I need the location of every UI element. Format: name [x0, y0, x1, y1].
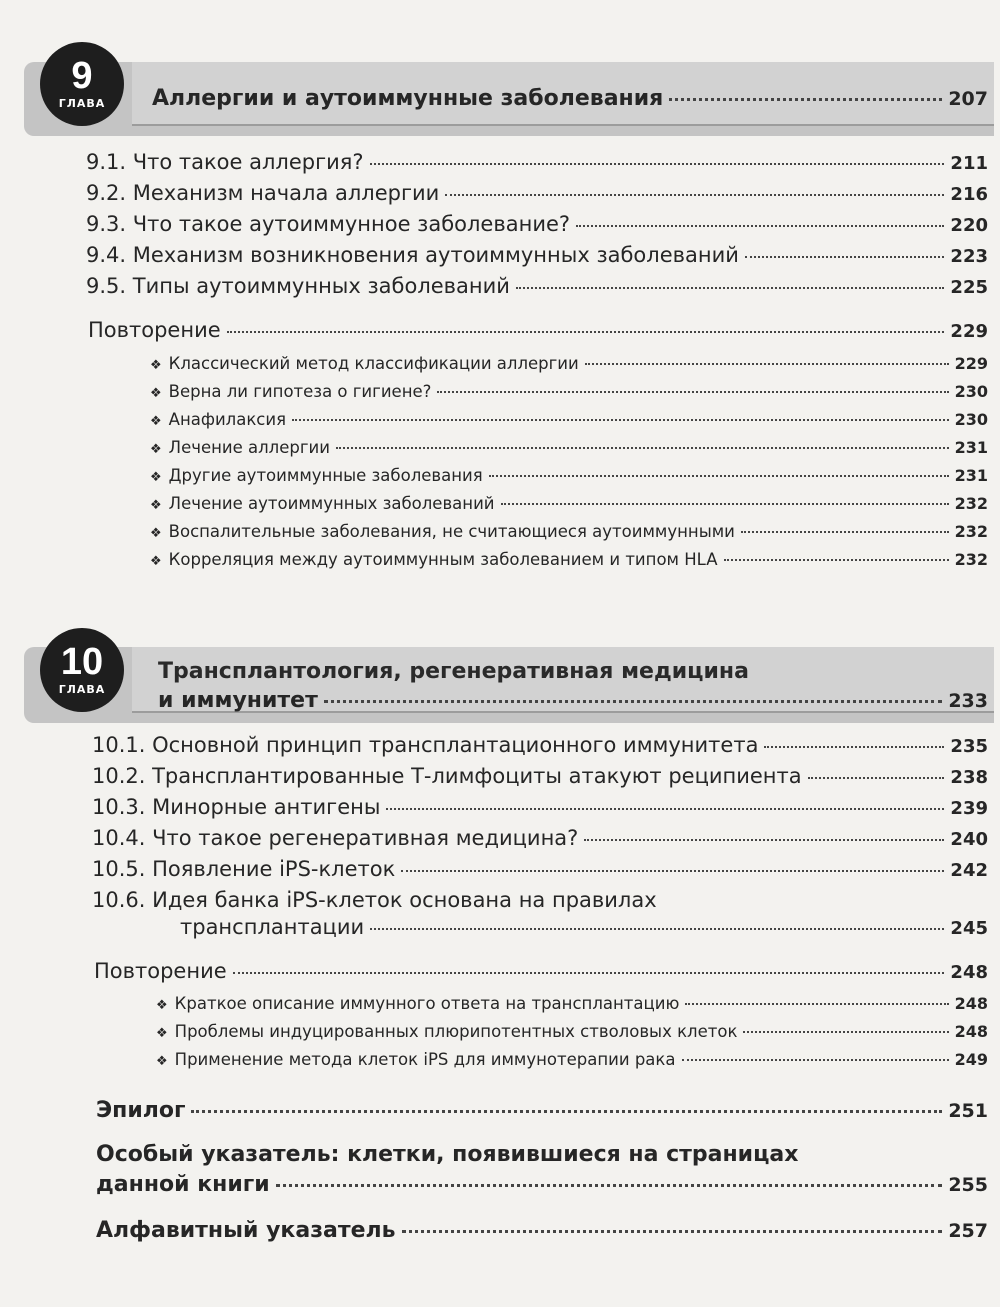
chapter-number: 9 [71, 55, 93, 97]
bullet-icon: ❖ [150, 442, 162, 457]
toc-entry[interactable]: 9.4. Механизм возникновения аутоиммунных заболеваний 223 [86, 243, 988, 267]
chapter-title: и иммунитет [158, 688, 318, 713]
toc-subentry[interactable]: ❖ Классический метод классификации аллергии 229 [150, 354, 988, 373]
toc-entry[interactable]: 9.1. Что такое аллергия? 211 [86, 150, 988, 174]
toc-subentry[interactable]: ❖ Проблемы индуцированных плюрипотентных стволовых клеток 248 [156, 1022, 988, 1041]
toc-subentry[interactable]: ❖ Верна ли гипотеза о гигиене? 230 [150, 382, 988, 401]
toc-entry[interactable]: 10.5. Появление iPS-клеток 242 [92, 857, 988, 881]
bullet-icon: ❖ [156, 1026, 168, 1041]
toc-review-entry[interactable]: Повторение 229 [88, 318, 988, 342]
toc-entry[interactable]: 10.2. Трансплантированные Т-лимфоциты атакуют реципиента 238 [92, 764, 988, 788]
bullet-icon: ❖ [150, 498, 162, 513]
toc-entry[interactable]: 9.2. Механизм начала аллергии 216 [86, 181, 988, 205]
chapter-10-title-line1[interactable]: Трансплантология, регенеративная медицина [158, 659, 749, 684]
toc-entry[interactable]: 10.3. Минорные антигены 239 [92, 795, 988, 819]
toc-subentry[interactable]: ❖ Другие аутоиммунные заболевания 231 [150, 466, 988, 485]
toc-entry[interactable]: 10.1. Основной принцип трансплантационного иммунитета 235 [92, 733, 988, 757]
bullet-icon: ❖ [156, 1054, 168, 1069]
chapter-9-title-row[interactable] [152, 86, 988, 111]
toc-subentry[interactable]: ❖ Лечение аутоиммунных заболеваний 232 [150, 494, 988, 513]
toc-subentry[interactable]: ❖ Краткое описание иммунного ответа на трансплантацию 248 [156, 994, 988, 1013]
toc-special-index-line1[interactable]: Особый указатель: клетки, появившиеся на страницах [96, 1142, 799, 1167]
toc-subentry[interactable]: ❖ Анафилаксия 230 [150, 410, 988, 429]
toc-subentry[interactable]: ❖ Воспалительные заболевания, не считающиеся аутоиммунными 232 [150, 522, 988, 541]
chapter-number: 10 [60, 641, 104, 683]
toc-entry[interactable]: 9.3. Что такое аутоиммунное заболевание? 220 [86, 212, 988, 236]
toc-entry[interactable]: 9.5. Типы аутоиммунных заболеваний 225 [86, 274, 988, 298]
chapter-label: ГЛАВА [58, 683, 106, 696]
toc-entry-line1[interactable]: 10.6. Идея банка iPS-клеток основана на правилах [92, 888, 657, 912]
chapter-10-title-row[interactable] [158, 688, 988, 713]
bullet-icon: ❖ [156, 998, 168, 1013]
chapter-label: ГЛАВА [58, 97, 106, 110]
page-number: 207 [948, 88, 988, 110]
toc-entry[interactable]: 10.4. Что такое регенеративная медицина? 240 [92, 826, 988, 850]
chapter-10-badge [40, 628, 124, 712]
bullet-icon: ❖ [150, 358, 162, 373]
toc-entry[interactable]: трансплантации 245 [180, 915, 988, 939]
bullet-icon: ❖ [150, 526, 162, 541]
chapter-9-badge [40, 42, 124, 126]
bullet-icon: ❖ [150, 554, 162, 569]
bullet-icon: ❖ [150, 470, 162, 485]
chapter-title: Аллергии и аутоиммунные заболевания [152, 86, 664, 111]
bullet-icon: ❖ [150, 386, 162, 401]
toc-epilogue[interactable]: Эпилог 251 [96, 1098, 988, 1123]
bullet-icon: ❖ [150, 414, 162, 429]
toc-subentry[interactable]: ❖ Применение метода клеток iPS для иммунотерапии рака 249 [156, 1050, 988, 1069]
page-number: 233 [948, 690, 988, 712]
toc-review-entry[interactable]: Повторение 248 [94, 959, 988, 983]
toc-alphabetical-index[interactable]: Алфавитный указатель 257 [96, 1218, 988, 1243]
toc-subentry[interactable]: ❖ Лечение аллергии 231 [150, 438, 988, 457]
toc-special-index[interactable]: данной книги 255 [96, 1172, 988, 1197]
toc-subentry[interactable]: ❖ Корреляция между аутоиммунным заболеванием и типом HLA 232 [150, 550, 988, 569]
